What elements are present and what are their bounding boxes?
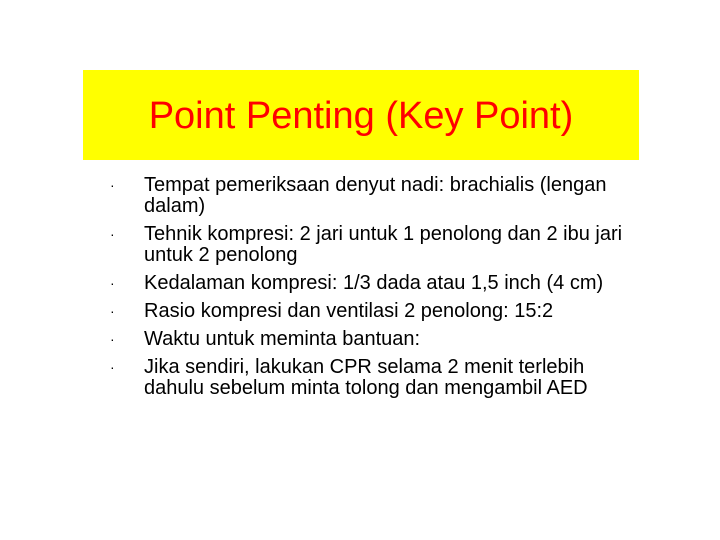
- bullet-dot-icon: ·: [110, 303, 115, 319]
- bullet-item-3: [108, 273, 628, 294]
- bullet-dot-icon: ·: [110, 359, 115, 375]
- slide-title: Point Penting (Key Point): [148, 95, 574, 137]
- bullet-text: Kedalaman kompresi: 1/3 dada atau 1,5 inch (4 cm): [144, 272, 604, 294]
- bullet-list: [108, 175, 628, 406]
- title-banner: [83, 70, 639, 160]
- bullet-dot-icon: ·: [110, 177, 115, 193]
- bullet-item-6: [108, 357, 628, 399]
- bullet-item-2: [108, 224, 628, 266]
- bullet-dot-icon: ·: [110, 331, 115, 347]
- bullet-text: Tempat pemeriksaan denyut nadi: brachialis (lengan dalam): [144, 174, 607, 217]
- bullet-item-1: [108, 175, 628, 217]
- bullet-item-5: [108, 329, 628, 350]
- bullet-dot-icon: ·: [110, 226, 115, 242]
- bullet-item-4: [108, 301, 628, 322]
- bullet-text: Rasio kompresi dan ventilasi 2 penolong: 15:2: [144, 300, 554, 322]
- bullet-text: Waktu untuk meminta bantuan:: [144, 328, 421, 350]
- bullet-dot-icon: ·: [110, 275, 115, 291]
- bullet-text: Jika sendiri, lakukan CPR selama 2 menit terlebih dahulu sebelum minta tolong dan mengambil AED: [144, 356, 588, 399]
- bullet-text: Tehnik kompresi: 2 jari untuk 1 penolong dan 2 ibu jari untuk 2 penolong: [144, 223, 623, 266]
